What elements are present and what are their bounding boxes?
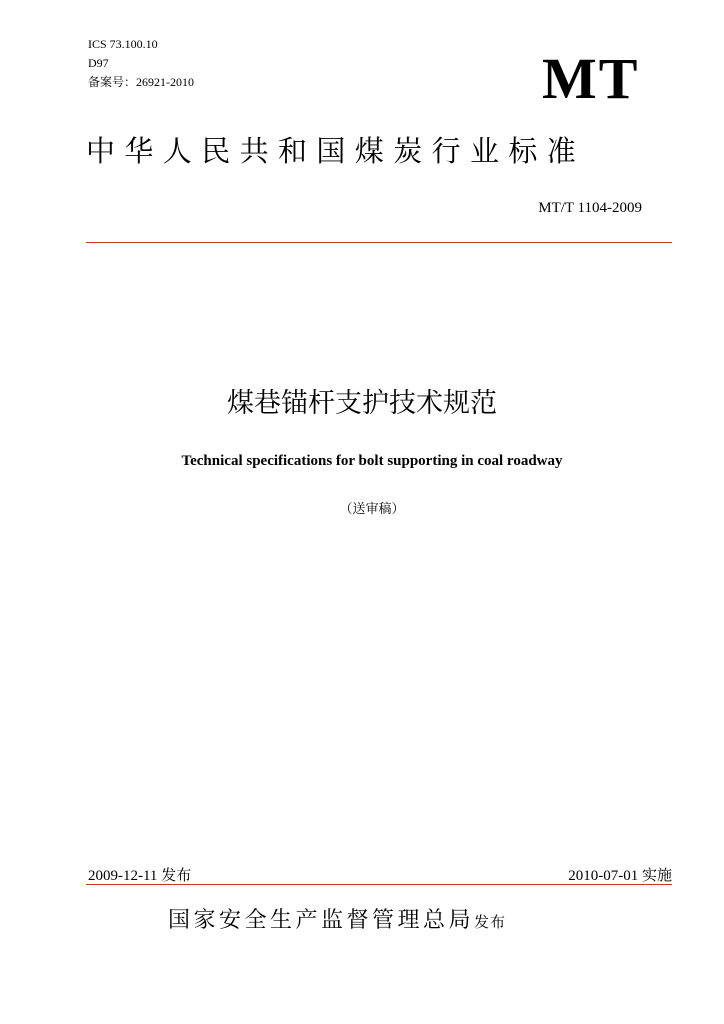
ics-code: ICS 73.100.10	[88, 37, 158, 51]
standard-title: 中华人民共和国煤炭行业标准	[86, 134, 586, 168]
footer-divider	[86, 884, 672, 885]
standard-number: MT/T 1104-2009	[538, 200, 642, 216]
mt-logo: MT	[542, 46, 640, 111]
implement-date-line	[568, 866, 672, 885]
document-title-chinese: 煤巷锚杆支护技术规范	[227, 388, 497, 419]
implement-label: 实施	[641, 866, 672, 884]
implement-date: 2010-07-01	[568, 868, 639, 884]
publish-label: 发布	[161, 866, 192, 884]
draft-status-note: （送审稿）	[339, 502, 405, 517]
document-title-english: Technical specifications for bolt supporting in coal roadway	[181, 453, 563, 469]
issuing-suffix: 发布	[474, 913, 507, 931]
filing-number: 备案号：26921-2010	[88, 75, 194, 89]
issuing-authority-line	[168, 907, 506, 936]
issuing-authority: 国家安全生产监督管理总局	[168, 908, 475, 933]
classification-code: D97	[88, 56, 109, 70]
publish-date: 2009-12-11	[88, 868, 158, 884]
header-divider	[86, 242, 672, 243]
publish-date-line	[88, 866, 191, 885]
